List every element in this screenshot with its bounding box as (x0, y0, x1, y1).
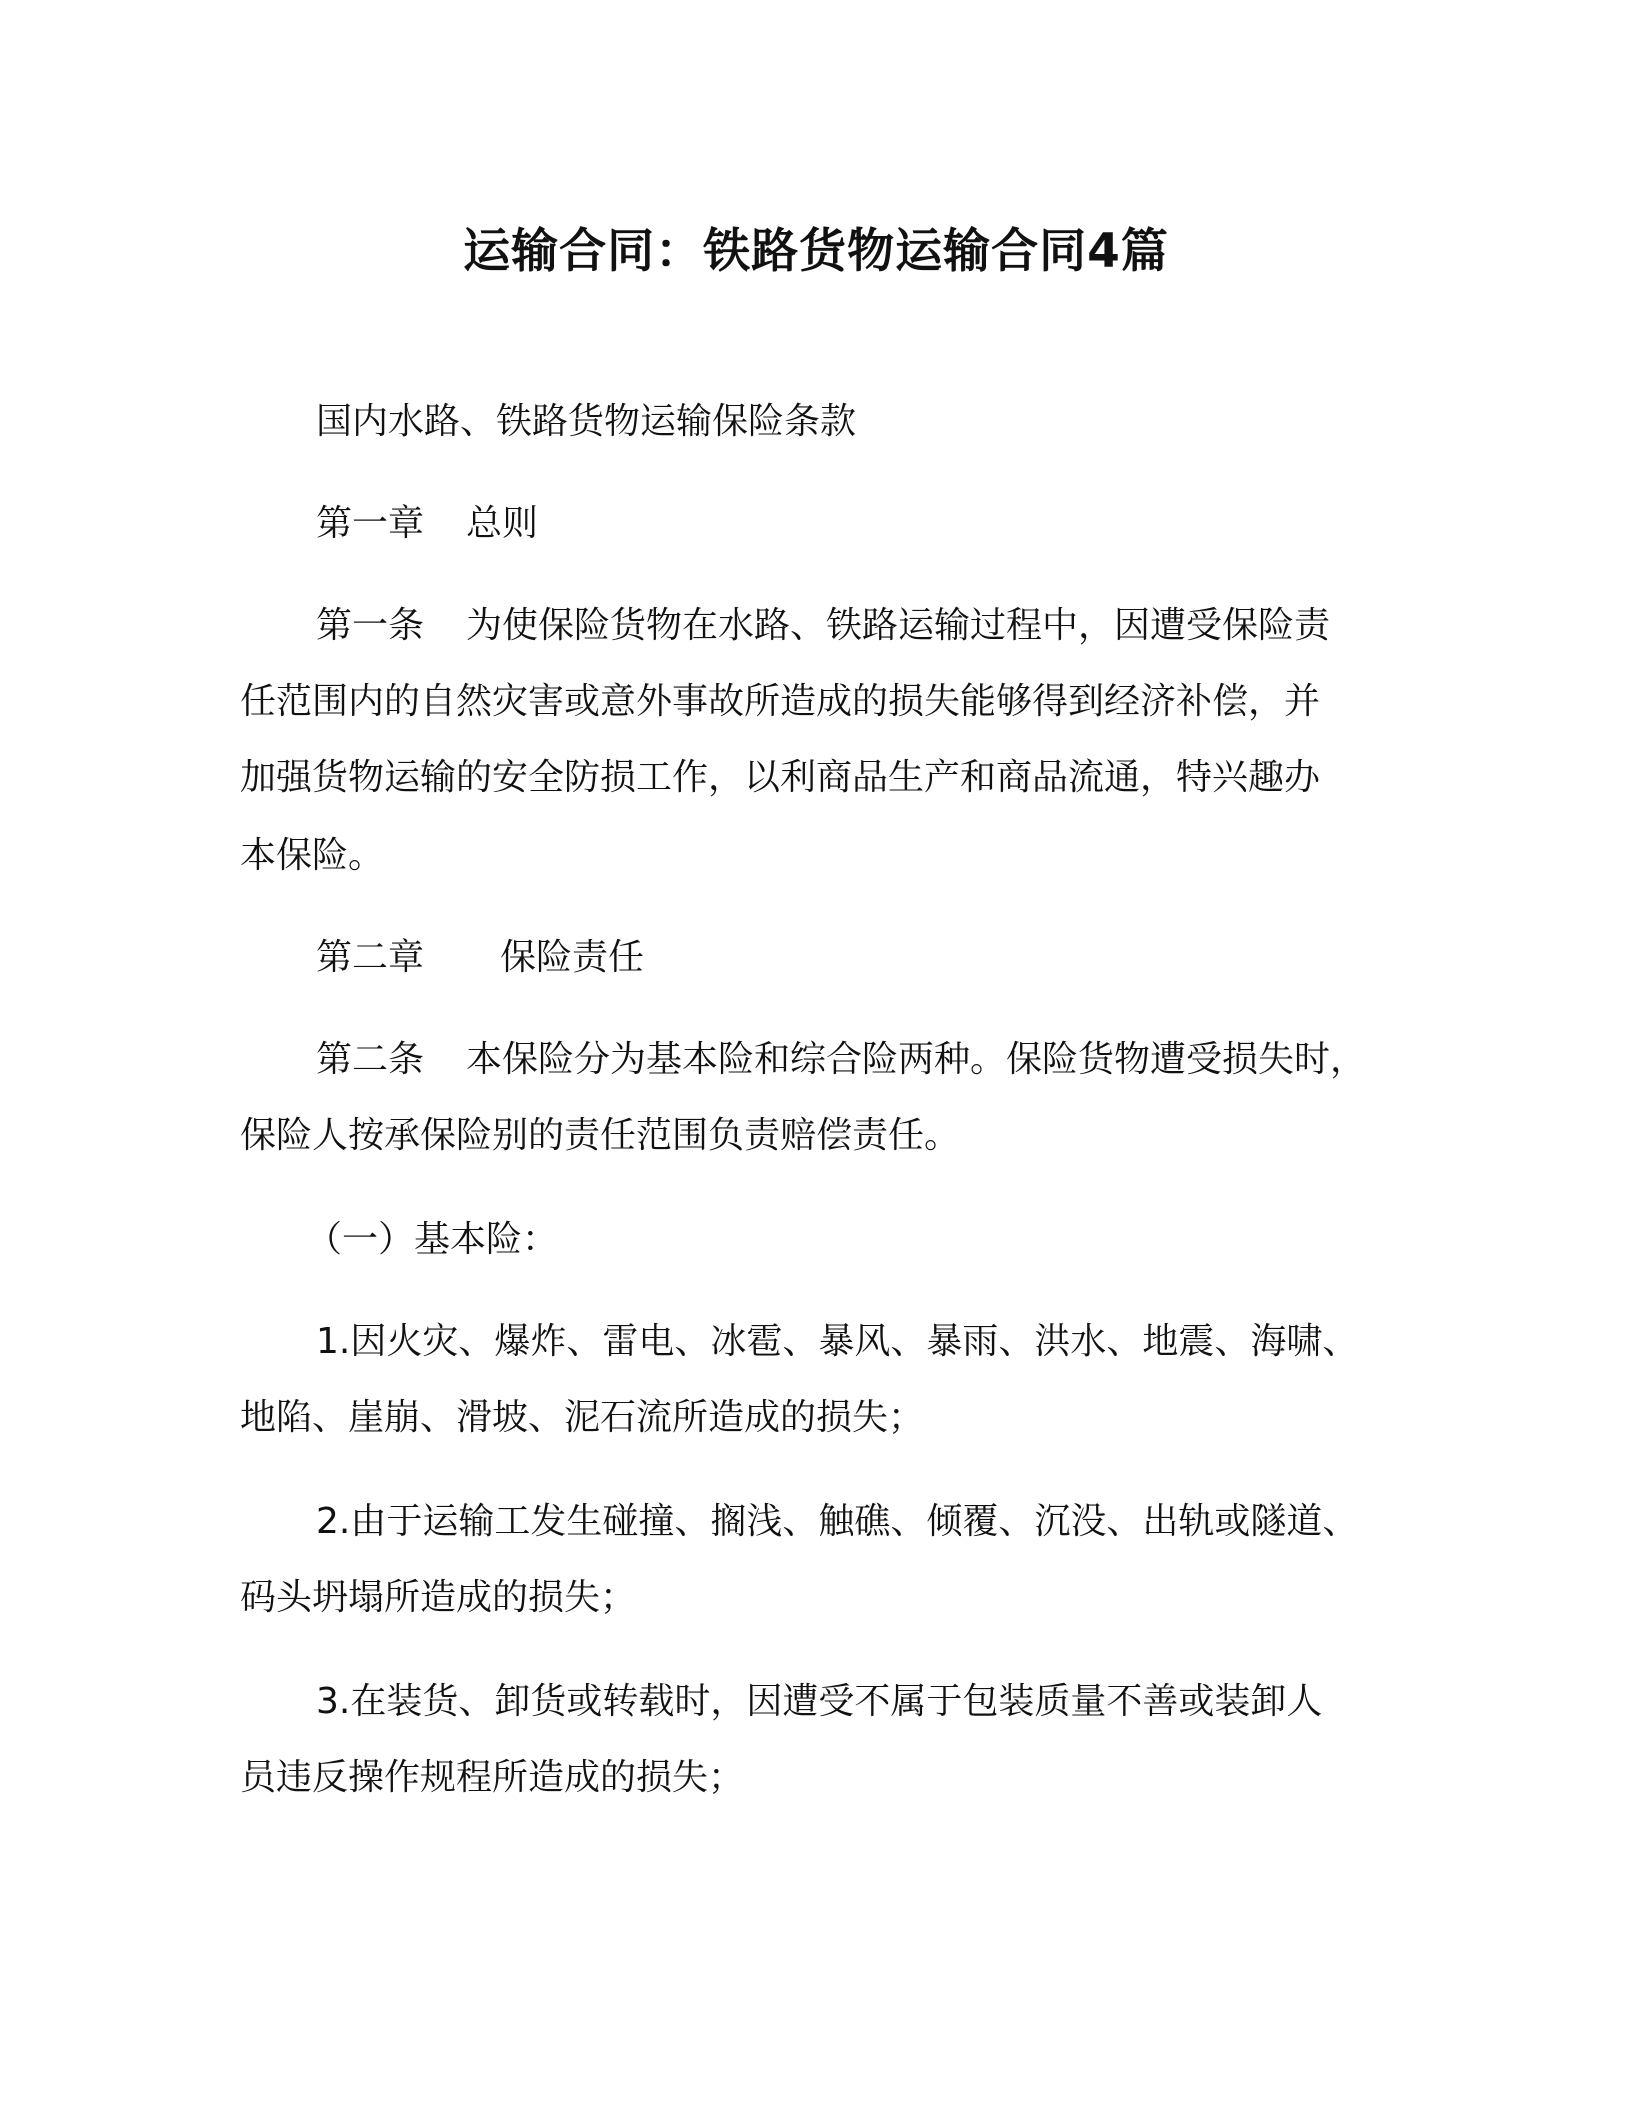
document-subtitle: 国内水路、铁路货物运输保险条款 (316, 401, 857, 442)
article-1-line-3: 加强货物运输的安全防损工作，以利商品生产和商品流通，特兴趣办 (240, 757, 1321, 798)
document-title: 运输合同：铁路货物运输合同4篇 (463, 224, 1169, 279)
chapter-2-heading (316, 934, 644, 982)
article-1-text: 为使保险货物在水路、铁路运输过程中，因遭受保险责 (466, 605, 1331, 646)
article-1-line-4: 本保险。 (240, 835, 385, 876)
article-2-label: 第二条 (316, 1039, 425, 1080)
article-2-text: 本保险分为基本险和综合险两种。保险货物遭受损失时， (466, 1039, 1367, 1080)
basic-insurance-heading: （一）基本险： (306, 1219, 559, 1260)
item-2-line-2: 码头坍塌所造成的损失； (240, 1577, 637, 1618)
item-1-line-1: 1.因火灾、爆炸、雷电、冰雹、暴风、暴雨、洪水、地震、海啸、 (316, 1321, 1359, 1362)
article-1-line-1 (316, 602, 1330, 650)
article-2-line-1 (316, 1036, 1366, 1084)
article-2-line-2: 保险人按承保险别的责任范围负责赔偿责任。 (240, 1115, 961, 1156)
item-3-line-2: 员违反操作规程所造成的损失； (240, 1757, 745, 1798)
item-1-line-2: 地陷、崖崩、滑坡、泥石流所造成的损失； (240, 1397, 925, 1438)
article-1-line-2: 任范围内的自然灾害或意外事故所造成的损失能够得到经济补偿，并 (240, 681, 1321, 722)
item-3-line-1: 3.在装货、卸货或转载时，因遭受不属于包装质量不善或装卸人 (316, 1681, 1323, 1722)
item-2-line-1: 2.由于运输工发生碰撞、搁浅、触礁、倾覆、沉没、出轨或隧道、 (316, 1501, 1359, 1542)
chapter-1-label: 第一章 (316, 503, 425, 544)
chapter-1-heading (316, 500, 538, 548)
article-1-label: 第一条 (316, 605, 425, 646)
chapter-2-label: 第二章 (316, 937, 425, 978)
chapter-2-name: 保险责任 (500, 937, 645, 978)
chapter-1-name: 总则 (466, 503, 539, 544)
